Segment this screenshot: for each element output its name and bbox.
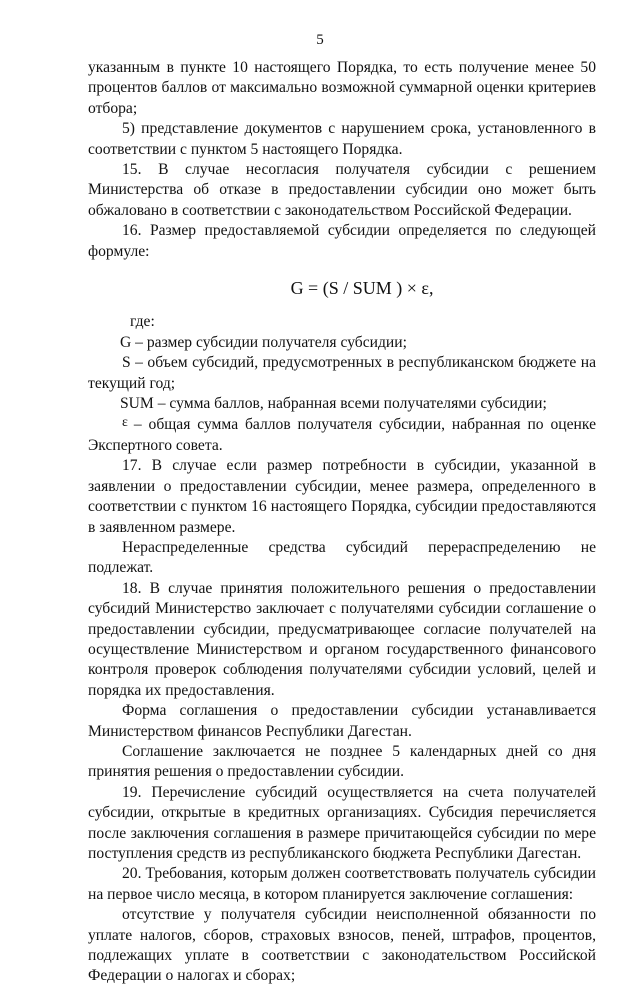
paragraph-18-form: Форма соглашения о предоставлении субсидии устанавливается Министерством финансов Республики Дагестан. — [88, 702, 596, 740]
document-body — [88, 58, 596, 987]
paragraph-18-deadline: Соглашение заключается не позднее 5 календарных дней со дня принятия решения о предоставлении субсидии. — [88, 743, 596, 781]
paragraph-17: 17. В случае если размер потребности в субсидии, указанной в заявлении о предоставлении субсидии, менее размера, определенного в соответствии с пунктом 16 настоящего Порядка, субсидии предоставляются в заявленном размере. — [88, 457, 596, 536]
definition-s: S – объем субсидий, предусмотренных в республиканском бюджете на текущий год; — [88, 354, 596, 392]
paragraph-continuation: указанным в пункте 10 настоящего Порядка, то есть получение менее 50 процентов баллов от максимально возможной суммарной оценки критериев отбора; — [88, 59, 596, 117]
paragraph-19: 19. Перечисление субсидий осуществляется на счета получателей субсидии, открытые в кредитных организациях. Субсидия перечисляется после заключения соглашения в размере причитающейся субсидии по мере поступления средств из республиканского бюджета Республики Дагестан. — [88, 783, 596, 863]
definition-g: G – размер субсидии получателя субсидии; — [120, 333, 407, 351]
paragraph-item-5: 5) представление документов с нарушением срока, установленного в соответствии с пунктом 5 настоящего Порядка. — [88, 120, 596, 158]
subsidy-formula: G = (S / SUM ) × ε, — [290, 278, 434, 299]
paragraph-16: 16. Размер предоставляемой субсидии определяется по следующей формуле: — [88, 222, 596, 260]
page-number: 5 — [316, 32, 324, 48]
definition-epsilon-text: – общая сумма баллов получателя субсидии, набранная по оценке Экспертного совета. — [88, 415, 596, 454]
paragraph-17-note: Нераспределенные средства субсидий перераспределению не подлежат. — [88, 538, 596, 577]
paragraph-20: 20. Требования, которым должен соответствовать получатель субсидии на первое число месяца, в котором планируется заключение соглашения: — [88, 865, 596, 903]
definition-sum: SUM – сумма баллов, набранная всеми получателями субсидии; — [120, 395, 547, 413]
definition-epsilon — [88, 415, 596, 457]
epsilon-symbol: ε — [122, 414, 128, 430]
paragraph-18: 18. В случае принятия положительного решения о предоставлении субсидий Министерство заключает с получателями субсидии соглашение о предоставлении субсидии, предусматривающее согласие получателей на осуществление Министерством и органом государственного финансового контроля проверок соблюдения получателями субсидии условий, целей и порядка их предоставления. — [88, 579, 596, 699]
where-label: где: — [130, 313, 155, 331]
paragraph-15: 15. В случае несогласия получателя субсидии с решением Министерства об отказе в предоставлении субсидии оно может быть обжаловано в соответствии с законодательством Российской Федерации. — [88, 161, 596, 219]
paragraph-20-requirement: отсутствие у получателя субсидии неисполненной обязанности по уплате налогов, сборов, страховых взносов, пеней, штрафов, процентов, подлежащих уплате в соответствии с законодательством Российской Федерации о налогах и сборах; — [88, 906, 596, 985]
